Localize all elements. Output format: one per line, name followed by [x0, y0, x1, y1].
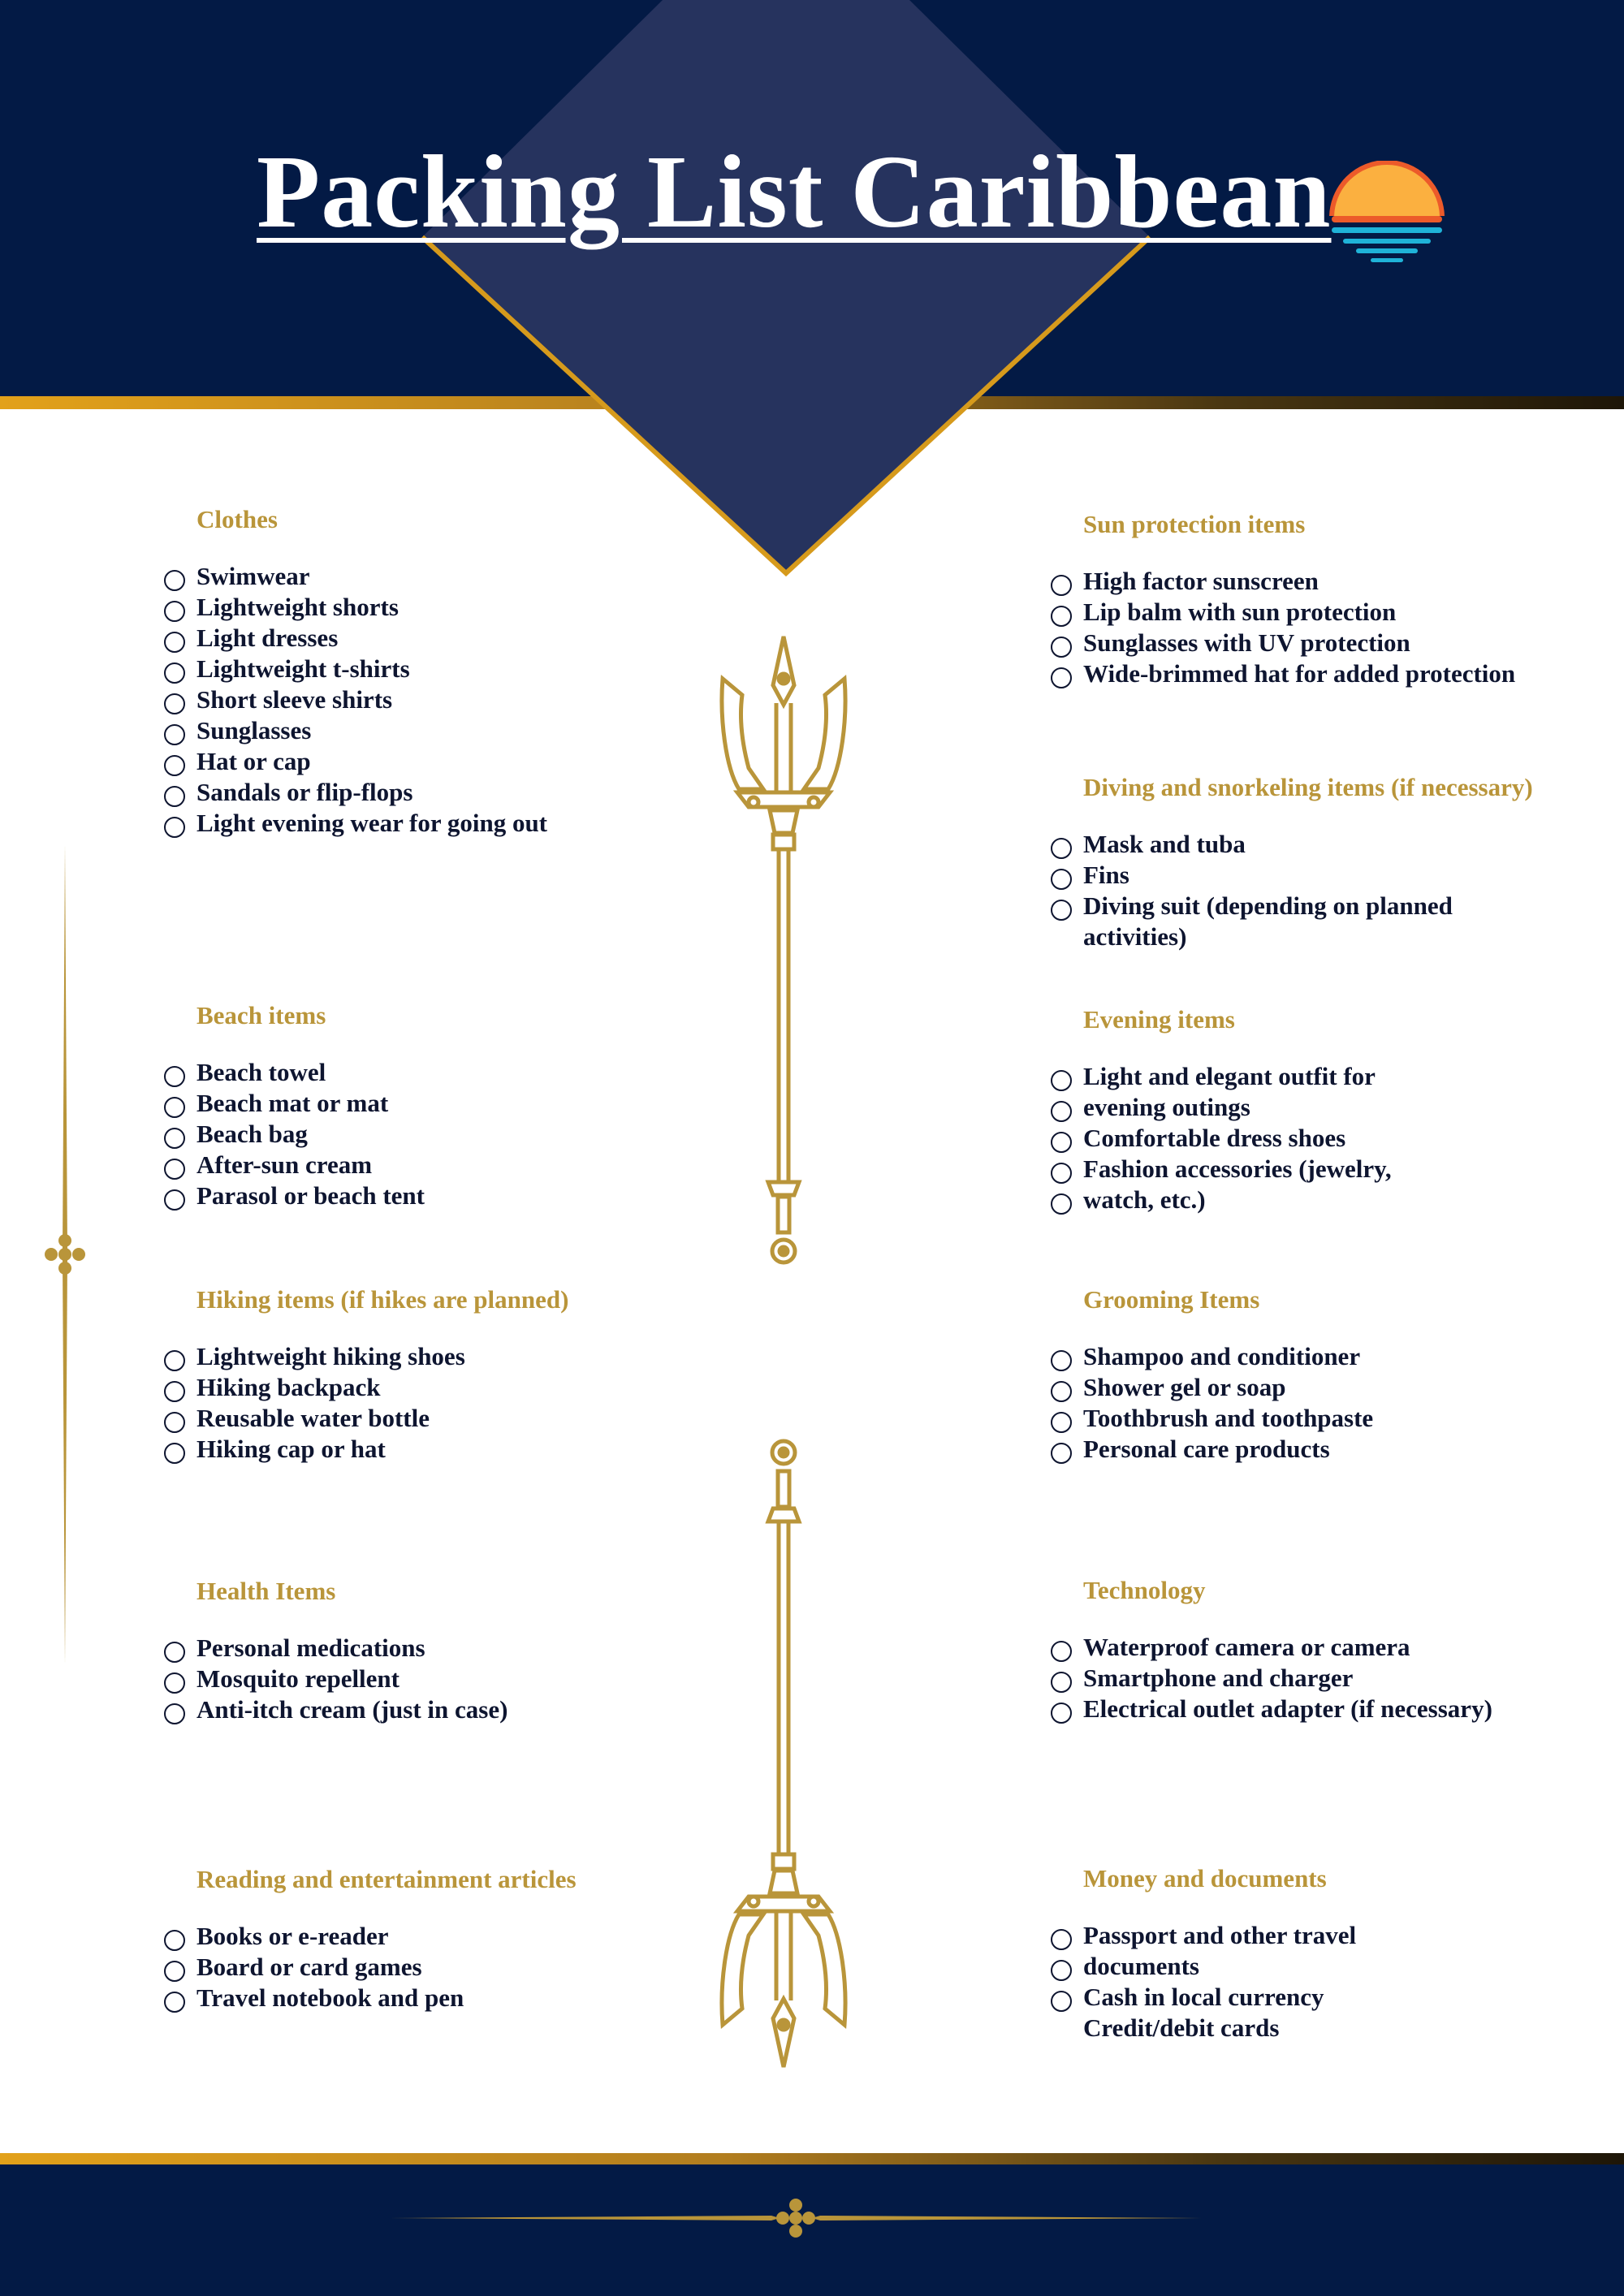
- checkbox-icon[interactable]: [164, 1350, 185, 1371]
- list-item[interactable]: Beach mat or mat: [164, 1088, 781, 1119]
- checkbox-icon[interactable]: [164, 786, 185, 807]
- list-item[interactable]: watch, etc.): [1051, 1185, 1624, 1215]
- footer-gold-divider: [0, 2153, 1624, 2164]
- section-heading: Clothes: [197, 505, 278, 533]
- list-item[interactable]: Swimwear: [164, 561, 781, 592]
- checkbox-icon[interactable]: [164, 1672, 185, 1694]
- checkbox-icon[interactable]: [1051, 1350, 1072, 1371]
- checkbox-icon[interactable]: [164, 693, 185, 714]
- checkbox-icon[interactable]: [164, 1189, 185, 1211]
- checkbox-icon[interactable]: [164, 724, 185, 745]
- checkbox-icon[interactable]: [164, 570, 185, 591]
- list-item[interactable]: Shower gel or soap: [1051, 1372, 1624, 1403]
- list-item[interactable]: Beach bag: [164, 1119, 781, 1150]
- list-item[interactable]: Fins: [1051, 860, 1624, 891]
- checkbox-icon[interactable]: [1051, 1163, 1072, 1184]
- list-item[interactable]: Toothbrush and toothpaste: [1051, 1403, 1624, 1434]
- list-item[interactable]: Sunglasses: [164, 715, 781, 746]
- list-item[interactable]: Wide-brimmed hat for added protection: [1051, 658, 1624, 689]
- section-heading: Reading and entertainment articles: [197, 1865, 577, 1893]
- checkbox-icon[interactable]: [1051, 667, 1072, 688]
- list-item[interactable]: Board or card games: [164, 1952, 781, 1983]
- checkbox-icon[interactable]: [164, 1703, 185, 1724]
- list-item[interactable]: Sunglasses with UV protection: [1051, 628, 1624, 658]
- checkbox-icon[interactable]: [164, 662, 185, 684]
- section-heading: Beach items: [197, 1001, 326, 1029]
- list-item[interactable]: Hat or cap: [164, 746, 781, 777]
- checkbox-icon[interactable]: [1051, 1672, 1072, 1693]
- checkbox-icon[interactable]: [164, 632, 185, 653]
- checkbox-icon[interactable]: [1051, 575, 1072, 596]
- list-item[interactable]: Waterproof camera or camera: [1051, 1632, 1624, 1663]
- list-item[interactable]: Comfortable dress shoes: [1051, 1123, 1624, 1154]
- list-item[interactable]: Hiking backpack: [164, 1372, 781, 1403]
- list-item[interactable]: Electrical outlet adapter (if necessary): [1051, 1694, 1624, 1724]
- checkbox-icon[interactable]: [1051, 838, 1072, 859]
- list-item[interactable]: Lightweight shorts: [164, 592, 781, 623]
- checkbox-icon[interactable]: [1051, 606, 1072, 627]
- list-item[interactable]: Reusable water bottle: [164, 1403, 781, 1434]
- list-item[interactable]: Diving suit (depending on planned: [1051, 891, 1624, 921]
- list-item[interactable]: Lightweight t-shirts: [164, 654, 781, 684]
- section-health-items: [164, 1578, 781, 1725]
- checkbox-icon[interactable]: [1051, 1412, 1072, 1433]
- list-item[interactable]: Light and elegant outfit for: [1051, 1061, 1624, 1092]
- section-reading-entertainment: [164, 1867, 781, 2013]
- checkbox-icon[interactable]: [164, 1443, 185, 1464]
- checkbox-icon[interactable]: [1051, 1960, 1072, 1981]
- section-heading: Grooming Items: [1083, 1285, 1260, 1314]
- header-diamond: [0, 0, 1624, 585]
- list-item[interactable]: Personal care products: [1051, 1434, 1624, 1465]
- checkbox-icon[interactable]: [1051, 1443, 1072, 1464]
- checkbox-icon[interactable]: [164, 1066, 185, 1087]
- list-item[interactable]: Lightweight hiking shoes: [164, 1341, 781, 1372]
- section-heading: Sun protection items: [1083, 510, 1306, 538]
- checkbox-icon[interactable]: [1051, 637, 1072, 658]
- left-ornament-icon: [42, 844, 88, 1664]
- section-evening-items: [1051, 1007, 1624, 1215]
- list-item[interactable]: Mask and tuba: [1051, 829, 1624, 860]
- checkbox-icon[interactable]: [164, 1992, 185, 2013]
- section-heading: Money and documents: [1083, 1864, 1327, 1892]
- list-item[interactable]: Books or e-reader: [164, 1921, 781, 1952]
- section-heading: Technology: [1083, 1576, 1206, 1604]
- list-item[interactable]: evening outings: [1051, 1092, 1624, 1123]
- sunset-icon: [1328, 161, 1445, 266]
- list-item[interactable]: Lip balm with sun protection: [1051, 597, 1624, 628]
- list-item[interactable]: Beach towel: [164, 1057, 781, 1088]
- list-item[interactable]: Anti-itch cream (just in case): [164, 1694, 781, 1725]
- section-heading: Diving and snorkeling items (if necessary): [1083, 773, 1533, 801]
- checkbox-icon[interactable]: [1051, 1703, 1072, 1724]
- list-item[interactable]: After-sun cream: [164, 1150, 781, 1180]
- checkbox-icon[interactable]: [164, 817, 185, 838]
- checkbox-icon[interactable]: [164, 601, 185, 622]
- section-technology: [1051, 1577, 1624, 1724]
- checkbox-icon[interactable]: [1051, 1991, 1072, 2012]
- section-hiking-items: [164, 1287, 781, 1465]
- list-item[interactable]: Cash in local currency: [1051, 1982, 1624, 2013]
- list-item[interactable]: Parasol or beach tent: [164, 1180, 781, 1211]
- section-heading: Health Items: [197, 1577, 336, 1605]
- section-heading: Evening items: [1083, 1005, 1235, 1034]
- list-item[interactable]: Hiking cap or hat: [164, 1434, 781, 1465]
- checkbox-icon[interactable]: [1051, 1929, 1072, 1950]
- section-grooming-items: [1051, 1287, 1624, 1465]
- list-item[interactable]: Passport and other travel: [1051, 1920, 1624, 1951]
- checkbox-icon[interactable]: [164, 1128, 185, 1149]
- section-diving-snorkeling: [1051, 775, 1624, 952]
- checkbox-icon[interactable]: [164, 1930, 185, 1951]
- list-item[interactable]: Sandals or flip-flops: [164, 777, 781, 808]
- checkbox-icon[interactable]: [1051, 1193, 1072, 1215]
- checkbox-icon[interactable]: [164, 1642, 185, 1663]
- checkbox-icon[interactable]: [1051, 1070, 1072, 1091]
- checkbox-icon[interactable]: [164, 1381, 185, 1402]
- checkbox-icon[interactable]: [164, 1961, 185, 1982]
- list-item[interactable]: Short sleeve shirts: [164, 684, 781, 715]
- checkbox-icon[interactable]: [1051, 1641, 1072, 1662]
- list-item[interactable]: Personal medications: [164, 1633, 781, 1664]
- checkbox-icon[interactable]: [164, 1412, 185, 1433]
- footer-ornament-icon: [390, 2195, 1202, 2241]
- checkbox-icon[interactable]: [1051, 1381, 1072, 1402]
- section-beach-items: [164, 1003, 781, 1211]
- checkbox-icon[interactable]: [164, 1159, 185, 1180]
- section-sun-protection: [1051, 511, 1624, 689]
- checkbox-icon[interactable]: [1051, 1132, 1072, 1153]
- list-item[interactable]: Light evening wear for going out: [164, 808, 781, 839]
- list-item[interactable]: Fashion accessories (jewelry,: [1051, 1154, 1624, 1185]
- list-item[interactable]: Mosquito repellent: [164, 1664, 781, 1694]
- page-title: Packing List Caribbean: [257, 134, 1332, 249]
- list-item[interactable]: Shampoo and conditioner: [1051, 1341, 1624, 1372]
- checkbox-icon[interactable]: [1051, 900, 1072, 921]
- list-item[interactable]: Light dresses: [164, 623, 781, 654]
- list-item[interactable]: documents: [1051, 1951, 1624, 1982]
- list-item[interactable]: Smartphone and charger: [1051, 1663, 1624, 1694]
- list-item-continued: activities): [1083, 922, 1187, 951]
- checkbox-icon[interactable]: [164, 1097, 185, 1118]
- list-item-continued: Credit/debit cards: [1083, 2013, 1280, 2042]
- list-item[interactable]: High factor sunscreen: [1051, 566, 1624, 597]
- section-money-documents: [1051, 1866, 1624, 2044]
- checkbox-icon[interactable]: [164, 755, 185, 776]
- list-item[interactable]: Travel notebook and pen: [164, 1983, 781, 2013]
- section-clothes: [164, 507, 781, 839]
- checkbox-icon[interactable]: [1051, 869, 1072, 890]
- checkbox-icon[interactable]: [1051, 1101, 1072, 1122]
- section-heading: Hiking items (if hikes are planned): [197, 1285, 569, 1314]
